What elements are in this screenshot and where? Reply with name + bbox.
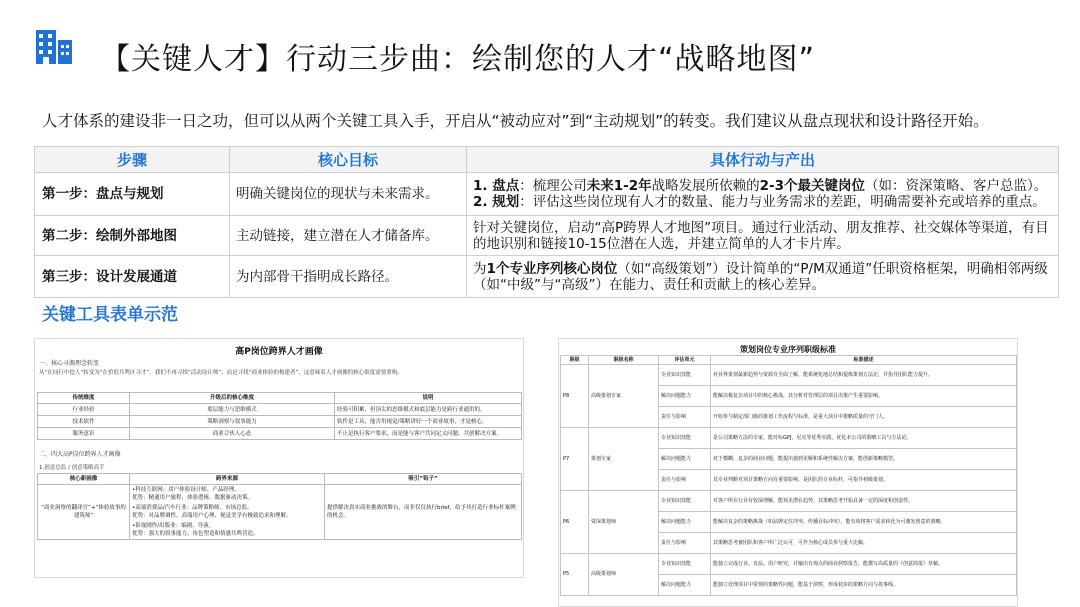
talent-portrait-form (34, 338, 524, 578)
form-paragraph: 从“在同行中挖人”转变为“在价值共鸣区寻才”。我们不再寻找“活动设计师”，而是寻找“商业体验的构建者”，这意味着人才画像的核心维度需要重构。 (39, 370, 403, 376)
step-label: 第一步：盘点与规划 (35, 173, 230, 216)
header-action: 具体行动与产出 (467, 147, 1059, 173)
table-row: 解决问题能力 能解决极复杂项目中的核心挑战，其分析对管理层的项目决策产生重要影响。 (561, 386, 1017, 407)
form-title: 高P岗位跨界人才画像 (235, 347, 323, 357)
header-goal: 核心目标 (230, 147, 467, 173)
form-section-heading: 二、四大高P岗位跨界人才画像 (39, 451, 121, 458)
table-row (35, 216, 1059, 256)
table-row: 责任与影响 其策略思考被团队和客户所广泛认可，可作为核心成员参与重大比稿。 (561, 533, 1017, 554)
intro-text: 人才体系的建设非一日之功，但可以从两个关键工具入手，开启从“被动应对”到“主动规划”的转变。我们建议从盘点现状和设计路径开始。 (42, 112, 989, 130)
step-action: 针对关键岗位，启动“高P跨界人才地图”项目。通过行业活动、朋友推荐、社交媒体等渠道，有目的地识别和链接10-15位潜在人选，并建立简单的人才卡片库。 (467, 216, 1059, 256)
table-row: 服务意识 商业合伙人心态 不止是执行客户要求，而是能与客户共同定义问题、共创解决方案。 (38, 428, 522, 440)
step-label: 第三步：设计发展通道 (35, 256, 230, 298)
table-row: 解决问题能力 能解决复杂的策略挑战（如品牌定位冲突、传播目标冲突），能有效将客户需求转化为可激发创意的策略。 (561, 512, 1017, 533)
step-goal: 主动链接，建立潜在人才储备库。 (230, 216, 467, 256)
table-row: P8 高级策划专家 专业知识技能 对业界策划最新趋势与资源有全面了解，能系统化地总结和提炼策划方法论，并指导团队能力提升。 (561, 365, 1017, 386)
step-action: 为1个专业序列核心岗位（如“高级策划”）设计简单的“P/M双通道”任职资格框架，明确相邻两级（如“中级”与“高级”）在能力、责任和贡献上的核心差异。 (467, 256, 1059, 298)
table-row (35, 173, 1059, 216)
step-goal: 明确关键岗位的现状与未来需求。 (230, 173, 467, 216)
page-title: 【关键人才】行动三步曲：绘制您的人才“战略地图” (100, 42, 816, 77)
level-table: 职级 职级名称 评估单元 标准描述 P8 高级策划专家 专业知识技能 对业界策划最新趋势与资源有全面了解，能系统化地总结和提炼策划方法论，并指导团队能力提升。 解决问题能力 能解决极复杂项目中的核心挑战，其分析对管理层的项目决策产生重要影响。 责任与影响 开始参与制定部门级的策划工作流程与标准，是重大项目中策略质量的守门人。 P7 策划专家 专业知识技能 是公司策略方法的专家，能对标GPJ、尼克等优秀实践，优化本公司的策略工具与方法论。 解决问题能力 对于模糊、复杂的商业问题，能提出独到见解和系统性解决方案，能创新策略模型。 责任与影响 其专业判断对项目策略方向有重要影响，是团队的专业标杆，可指导初级策划。 P6 资深策划师 专业知识技能 对客户所在行业有较深理解，能预见潜在趋势，其策略思考开始具备一定的深度和创造性。 解决问题能力 能解决复杂的策略挑战（如品牌定位冲突、传播目标冲突），能有效将客户需求转化为可激发创意的策略。 责任与影响 其策略思考被团队和客户所广泛认可，可作为核心成员参与重大比稿。 P5 高级策划师 专业知识技能 能独立完成行业、竞品、用户研究，并输出有观点的商业洞察报告，能撰写高质量的《创意简报》草稿。 解决问题能力 能独立处理项目中常规的策略性问题，能基于洞察，形成初步的策略方向与故事线。 (560, 355, 1017, 596)
table-row: 技术软件 策略洞察与叙事能力 软件是工具，能否用视觉/策略讲好一个商业故事，才是核心。 (38, 416, 522, 428)
table-row: 行业经验 底层能力与思维模式 经验可积累，但顶尖的思维模式和底层能力是跨行业通用的。 (38, 404, 522, 416)
table-row: 责任与影响 开始参与制定部门级的策划工作流程与标准，是重大项目中策略质量的守门人。 (561, 407, 1017, 428)
career-level-standard-form (558, 338, 1018, 607)
dimension-table: 传统维度 升级后的核心维度 说明 行业经验 底层能力与思维模式 经验可积累，但顶尖的思维模式和底层能力是跨行业通用的。 技术软件 策略洞察与叙事能力 软件是工具，能否用视觉/策略讲好一个商业故事，才是核心。 服务意识 商业合伙人心态 不止是执行客户要求，而是能与客户共同定义问题、共创解决方案。 (37, 392, 522, 440)
steps-table (34, 146, 1059, 298)
step-goal: 为内部骨干指明成长路径。 (230, 256, 467, 298)
table-row: P7 策划专家 专业知识技能 是公司策略方法的专家，能对标GPJ、尼克等优秀实践，优化本公司的策略工具与方法论。 (561, 428, 1017, 449)
form-subheading: 1.创意总监 / 创意策略高手 (39, 465, 105, 471)
table-row: 解决问题能力 对于模糊、复杂的商业问题，能提出独到见解和系统性解决方案，能创新策略模型。 (561, 449, 1017, 470)
form-title: 策划岗位专业序列职级标准 (740, 345, 836, 354)
form-section-heading: 一、核心寻源理念转变 (39, 360, 100, 367)
tools-heading: 关键工具表单示范 (42, 305, 178, 325)
table-row: P6 资深策划师 专业知识技能 对客户所在行业有较深理解，能预见潜在趋势，其策略思考开始具备一定的深度和创造性。 (561, 491, 1017, 512)
step-label: 第二步：绘制外部地图 (35, 216, 230, 256)
table-row: 解决问题能力 能独立处理项目中常规的策略性问题，能基于洞察，形成初步的策略方向与故事线。 (561, 575, 1017, 596)
header-step: 步骤 (35, 147, 230, 173)
building-icon (36, 30, 72, 64)
table-row: “商业洞察的翻译官”+“体验故事的建筑师” •科技互联网：用户体验设计师、产品经理。 优势：精通用户旅程、体验逻辑、数据驱动决策。 •高端消费品/汽车行业：品牌策略师、市场总监。 优势：对品牌调性、高端用户心理、视觉美学有极致追求和理解。 •影视剧作/出版业：编剧、导演。 优势：强大的叙事能力、角色塑造和情感共鸣营造。 提供解决真实商业挑战的舞台，而非仅仅执行brief，给予其打造行业标杆案例的机会。 (38, 485, 522, 540)
portrait-table: 核心新画像 跨界来源 吸引“钩子” “商业洞察的翻译官”+“体验故事的建筑师” •科技互联网：用户体验设计师、产品经理。 优势：精通用户旅程、体验逻辑、数据驱动决策。 •高端消费品/汽车行业：品牌策略师、市场总监。 优势：对品牌调性、高端用户心理、视觉美学有极致追求和理解。 •影视剧作/出版业：编剧、导演。 优势：强大的叙事能力、角色塑造和情感共鸣营造。 提供解决真实商业挑战的舞台，而非仅仅执行brief，给予其打造行业标杆案例的机会。 (37, 473, 522, 540)
table-row: 责任与影响 其专业判断对项目策略方向有重要影响，是团队的专业标杆，可指导初级策划。 (561, 470, 1017, 491)
table-header-row (35, 147, 1059, 173)
table-row (35, 256, 1059, 298)
table-row: P5 高级策划师 专业知识技能 能独立完成行业、竞品、用户研究，并输出有观点的商业洞察报告，能撰写高质量的《创意简报》草稿。 (561, 554, 1017, 575)
step-action: 1. 盘点：梳理公司未来1-2年战略发展所依赖的2-3个最关键岗位（如：资深策略、客户总监）。 2. 规划：评估这些岗位现有人才的数量、能力与业务需求的差距，明确需要补充或培养的重点。 (467, 173, 1059, 216)
